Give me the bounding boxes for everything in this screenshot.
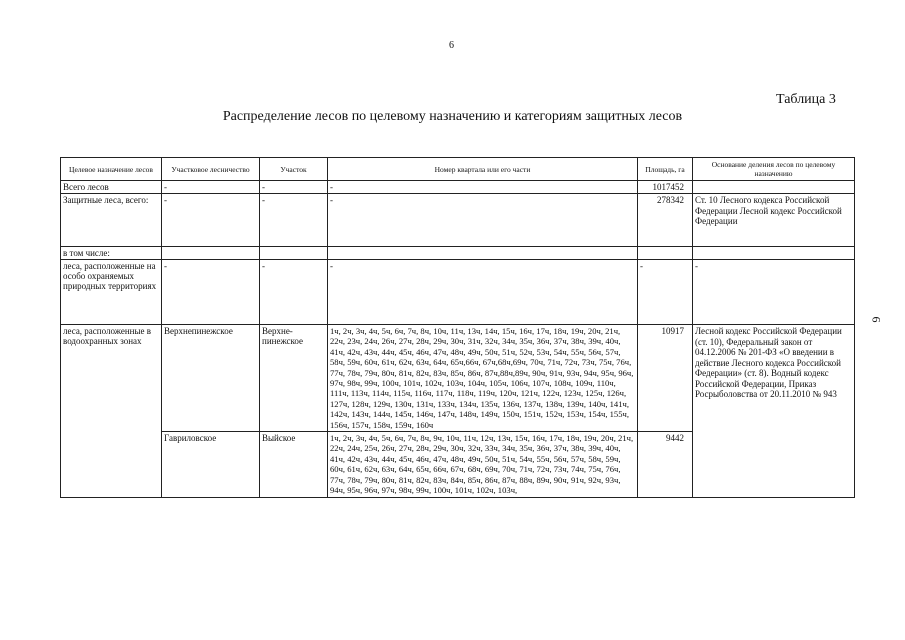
cell-area: 9442	[638, 432, 693, 497]
cell-empty	[260, 247, 328, 260]
column-header-basis: Основание деления лесов по целевому назначению	[693, 158, 855, 181]
table-row-protected-areas	[61, 260, 855, 325]
cell-empty	[693, 247, 855, 260]
cell-empty	[162, 247, 260, 260]
cell-plot: -	[260, 181, 328, 194]
cell-purpose: леса, расположенные в водоохранных зонах	[61, 325, 162, 498]
cell-quarters: -	[328, 260, 638, 325]
table-title: Распределение лесов по целевому назначению и категориям защитных лесов	[222, 109, 683, 124]
cell-purpose: Защитные леса, всего:	[61, 194, 162, 247]
column-header-plot: Участок	[260, 158, 328, 181]
table-row-protective	[61, 194, 855, 247]
cell-forestry: Гавриловское	[162, 432, 260, 497]
column-header-forestry: Участковое лесничество	[162, 158, 260, 181]
cell-empty	[638, 247, 693, 260]
cell-basis: -	[693, 260, 855, 325]
forest-distribution-table	[60, 157, 855, 498]
cell-purpose: Всего лесов	[61, 181, 162, 194]
cell-quarters: 1ч, 2ч, 3ч, 4ч, 5ч, 6ч, 7ч, 8ч, 9ч, 10ч, 11ч, 12ч, 13ч, 15ч, 16ч, 17ч, 18ч, 19ч, 20ч, 21ч, 22ч, 24ч, 25ч, 26ч, 27ч, 28ч, 29ч, 30ч, 32ч, 33ч, 34ч, 35ч, 36ч, 37ч, 38ч, 39ч, 40ч, 41ч, 42ч, 43ч, 44ч, 45ч, 46ч, 47ч, 48ч, 49ч, 50ч, 51ч, 54ч, 55ч, 56ч, 57ч, 58ч, 59ч, 60ч, 61ч, 62ч, 63ч, 64ч, 65ч, 66ч, 67ч, 68ч, 69ч, 70ч, 71ч, 72ч, 73ч, 74ч, 75ч, 76ч, 77ч, 78ч, 79ч, 80ч, 81ч, 82ч, 83ч, 84ч, 85ч, 86ч, 87ч, 88ч, 89ч, 90ч, 91ч, 92ч, 93ч, 94ч, 95ч, 96ч, 97ч, 98ч, 99ч, 100ч, 101ч, 102ч, 103ч,	[328, 432, 638, 497]
cell-plot: -	[260, 194, 328, 247]
column-header-area: Площадь, га	[638, 158, 693, 181]
cell-plot: Верхне-пинежское	[260, 325, 328, 432]
cell-forestry: -	[162, 260, 260, 325]
cell-quarters: 1ч, 2ч, 3ч, 4ч, 5ч, 6ч, 7ч, 8ч, 10ч, 11ч, 13ч, 14ч, 15ч, 16ч, 17ч, 18ч, 19ч, 20ч, 21ч, 22ч, 23ч, 24ч, 26ч, 27ч, 28ч, 29ч, 30ч, 31ч, 32ч, 34ч, 35ч, 36ч, 37ч, 38ч, 39ч, 40ч, 41ч, 42ч, 43ч, 44ч, 45ч, 46ч, 47ч, 48ч, 49ч, 50ч, 51ч, 52ч, 53ч, 54ч, 55ч, 56ч, 57ч, 58ч, 59ч, 60ч, 61ч, 62ч, 63ч, 64ч, 65ч,66ч, 67ч,68ч,69ч, 70ч, 71ч, 72ч, 73ч, 75ч, 76ч, 77ч, 78ч, 79ч, 80ч, 81ч, 82ч, 83ч, 85ч, 86ч, 87ч,88ч,89ч, 90ч, 91ч, 93ч, 94ч, 95ч, 96ч, 97ч, 98ч, 99ч, 100ч, 101ч, 102ч, 103ч, 104ч, 105ч, 106ч, 107ч, 108ч, 109ч, 110ч, 111ч, 113ч, 114ч, 115ч, 116ч, 117ч, 118ч, 119ч, 120ч, 121ч, 122ч, 123ч, 125ч, 126ч, 127ч, 128ч, 129ч, 130ч, 131ч, 133ч, 134ч, 135ч, 136ч, 137ч, 138ч, 139ч, 140ч, 141ч, 142ч, 143ч, 144ч, 145ч, 146ч, 147ч, 148ч, 149ч, 150ч, 151ч, 152ч, 153ч, 154ч, 155ч, 156ч, 157ч, 158ч, 159ч, 160ч	[328, 325, 638, 432]
cell-plot: -	[260, 260, 328, 325]
cell-forestry: -	[162, 194, 260, 247]
table-header-row	[61, 158, 855, 181]
cell-empty	[328, 247, 638, 260]
table-row-water-protection	[61, 325, 855, 432]
table-row-total	[61, 181, 855, 194]
cell-basis: Ст. 10 Лесного кодекса Российской Федерации Лесной кодекс Российской Федерации	[693, 194, 855, 247]
page-number-side: 6	[869, 316, 884, 323]
column-header-purpose: Целевое назначение лесов	[61, 158, 162, 181]
cell-quarters: -	[328, 194, 638, 247]
cell-area: 278342	[638, 194, 693, 247]
cell-forestry: Верхнепинежское	[162, 325, 260, 432]
cell-basis: Лесной кодекс Российской Федерации (ст. 10), Федеральный закон от 04.12.2006 № 201-ФЗ «О введении в действие Лесного кодекса Российской Федерации» (ст. 8). Водный кодекс Российской Федерации, Приказ Росрыболовства от 20.11.2010 № 943	[693, 325, 855, 498]
table-row-including	[61, 247, 855, 260]
cell-basis	[693, 181, 855, 194]
cell-purpose: леса, расположенные на особо охраняемых природных территориях	[61, 260, 162, 325]
cell-area: -	[638, 260, 693, 325]
cell-forestry: -	[162, 181, 260, 194]
cell-area: 1017452	[638, 181, 693, 194]
cell-area: 10917	[638, 325, 693, 432]
table-label: Таблица 3	[776, 92, 836, 107]
cell-plot: Выйское	[260, 432, 328, 497]
cell-quarters: -	[328, 181, 638, 194]
column-header-quarters: Номер квартала или его части	[328, 158, 638, 181]
page-number-top: 6	[449, 40, 454, 51]
cell-purpose: в том числе:	[61, 247, 162, 260]
